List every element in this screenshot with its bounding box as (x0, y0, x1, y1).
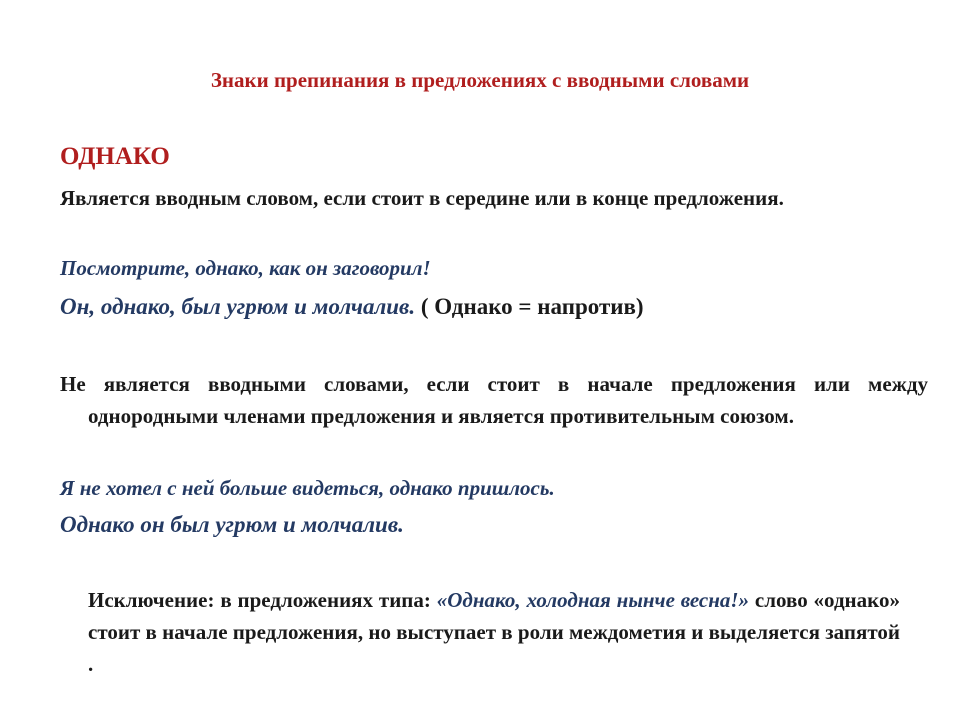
exception-paragraph (88, 584, 900, 680)
example-3: Я не хотел с ней больше видеться, однако пришлось. (60, 476, 555, 500)
example-1: Посмотрите, однако, как он заговорил! (60, 256, 431, 280)
exception-quote: «Однако, холодная нынче весна!» (436, 588, 750, 612)
example-2-note: ( Однако = напротив) (420, 294, 644, 319)
example-4: Однако он был угрюм и молчалив. (60, 512, 404, 537)
slide-title: Знаки препинания в предложениях с вводными словами (210, 68, 750, 92)
section-heading: ОДНАКО (60, 143, 170, 170)
example-2: Он, однако, был угрюм и молчалив. (60, 294, 416, 319)
example-2-line (60, 294, 644, 320)
exception-prefix: Исключение: в предложениях типа: (88, 588, 437, 612)
rule-introductory: Является вводным словом, если стоит в середине или в конце предложения. (60, 186, 784, 210)
exception-suffix: слово «однако» стоит в начале предложения, но выступает в роли междометия и выделяется запятой . (88, 588, 900, 676)
rule-conjunction: Не является вводными словами, если стоит в начале предложения или между однородными членами предложения и является противительным союзом. (60, 372, 928, 428)
